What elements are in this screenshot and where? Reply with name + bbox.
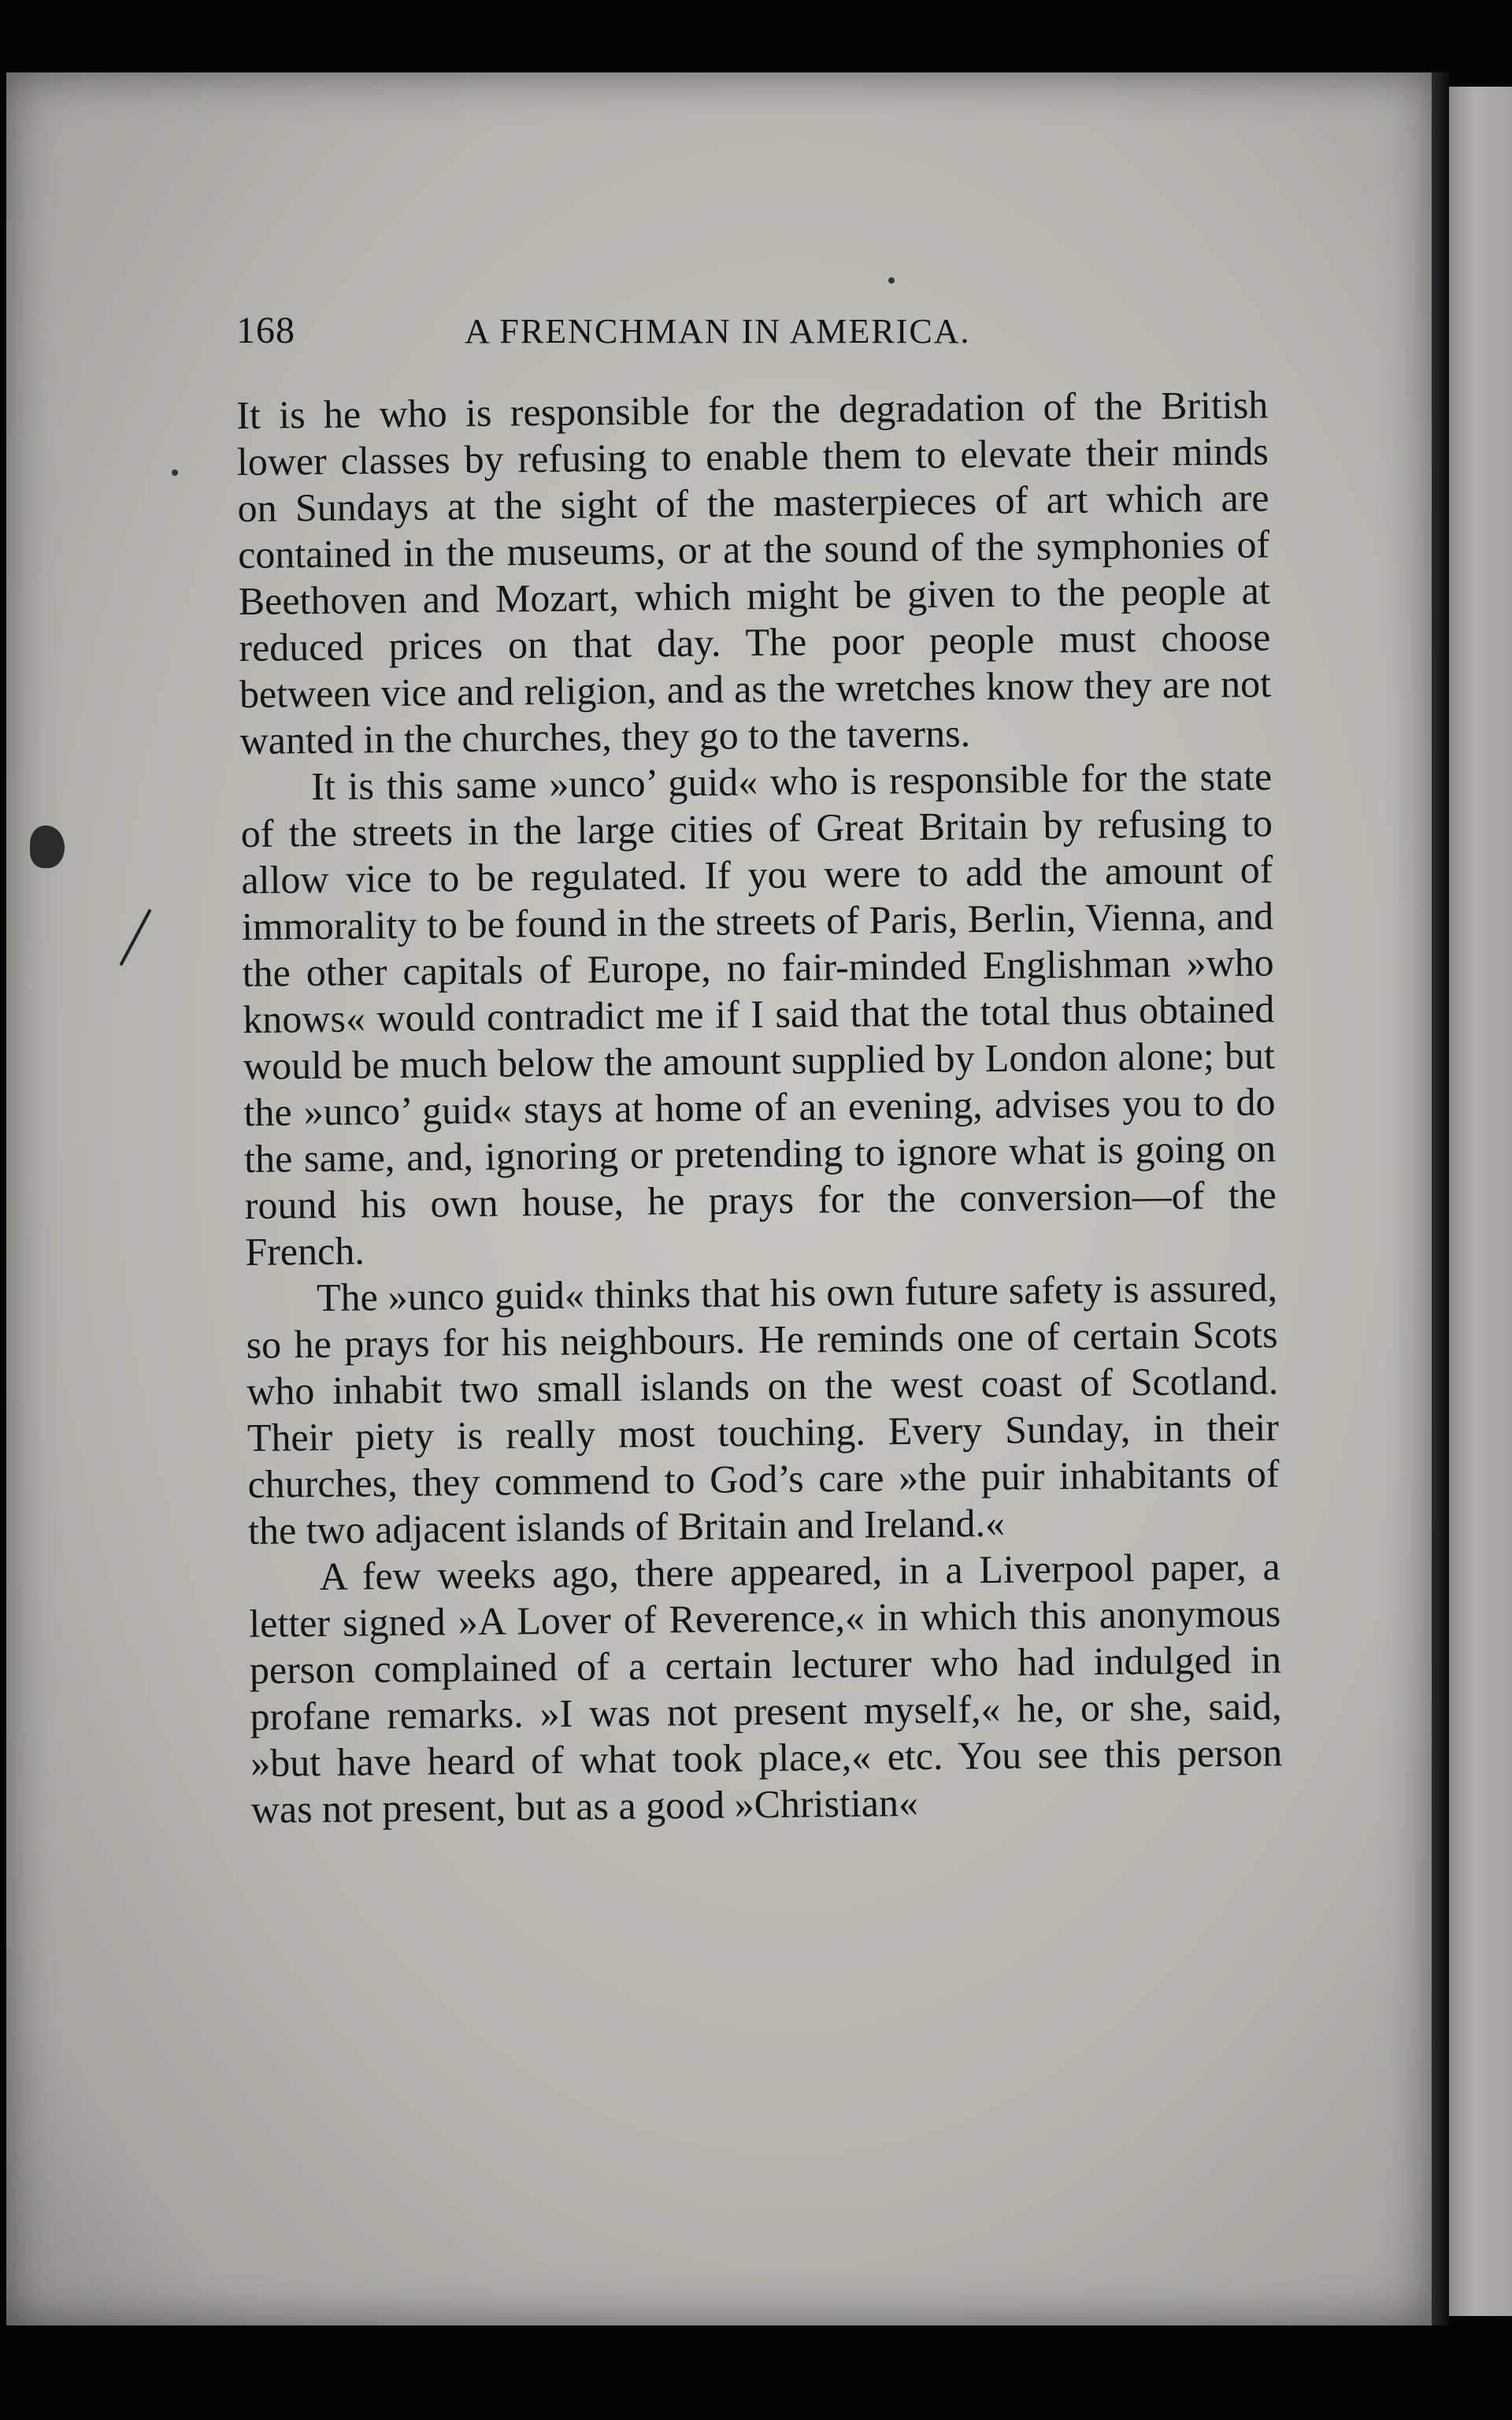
- ink-blot: [30, 826, 65, 868]
- book-title: A FRENCHMAN IN AMERICA.: [465, 312, 971, 351]
- page-number: 168: [236, 310, 295, 351]
- paragraph-4: A few weeks ago, there appeared, in a Liverpool paper, a letter signed »A Lover of Reverence,« in which this anonymous person complained of a certain lecturer who had indulged in profane remarks. »I was not present myself,« he, or she, said, »but have heard of what took place,« etc. You see this person was not present, but as a good »Christian«: [249, 1544, 1283, 1832]
- paragraph-1: It is he who is responsible for the degradation of the British lower classes by refusing to enable them to elevate their minds on Sundays at the sight of the masterpieces of art which are contained in the museums, or at the sound of the symphonies of Beethoven and Mozart, which might be given to the people at reduced prices on that day. The poor people must choose between vice and religion, and as the wretches know they are not wanted in the churches, they go to the taverns.: [236, 382, 1272, 763]
- page-gutter: [1432, 72, 1449, 2325]
- paragraph-2: It is this same »unco’ guid« who is responsible for the state of the streets in the large cities of Great Britain by refusing to allow vice to be regulated. If you were to add the amount of immorality to be found in the streets of Paris, Berlin, Vienna, and the other capitals of Europe, no fair-minded Englishman »who knows« would contradict me if I said that the total thus obtained would be much below the amount supplied by London alone; but the »unco’ guid« stays at home of an evening, advises you to do the same, and, ignoring or pretending to ignore what is going on round his own house, he prays for the conversion—of the French.: [240, 754, 1277, 1274]
- margin-dot: [172, 470, 178, 476]
- adjacent-page-edge: [1449, 87, 1512, 2316]
- top-dot: [888, 277, 895, 284]
- running-head: [236, 309, 1339, 352]
- paragraph-3: The »unco guid« thinks that his own future safety is assured, so he prays for his neighbours. He reminds one of certain Scots who inhabit two small islands on the west coast of Scotland. Their piety is really most touching. Every Sunday, in their churches, they commend to God’s care »the puir inhabitants of the two adjacent islands of Britain and Ireland.«: [246, 1265, 1280, 1553]
- body-text: [236, 381, 1283, 1833]
